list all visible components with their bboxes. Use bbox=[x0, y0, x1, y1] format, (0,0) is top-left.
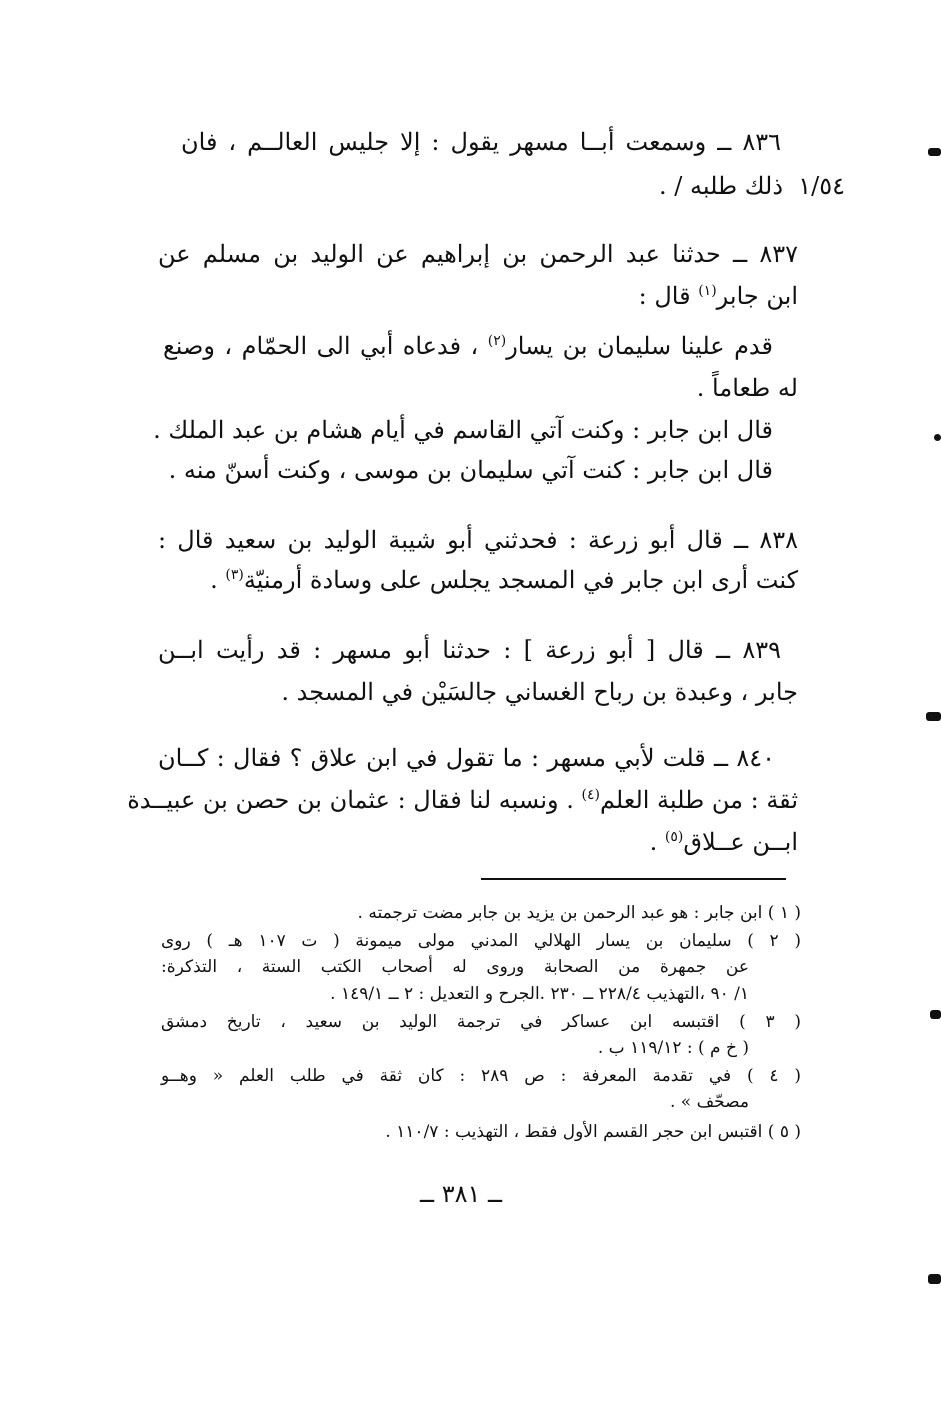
page-number: ــ ٣٨١ ــ bbox=[420, 1180, 503, 1208]
footnote-ref-1: (١) bbox=[698, 283, 717, 299]
text-run: . bbox=[649, 828, 665, 856]
text-run: قال : bbox=[638, 282, 699, 310]
scan-edge-mark bbox=[930, 1010, 941, 1019]
scan-edge-mark bbox=[928, 148, 941, 156]
paragraph-839-line-1: ٨٣٩ ــ قال [ أبو زرعة ] : حدثنا أبو مسهر : قد رأيت ابــن bbox=[158, 636, 781, 664]
paragraph-837-line-4: له طعاماً . bbox=[696, 374, 798, 402]
paragraph-837-line-2 bbox=[639, 282, 798, 310]
footnote-line-4: ١/ ٩٠ ،التهذيب ٢٢٨/٤ ــ ٢٣٠ .الجرح و التعديل : ٢ ــ ١٤٩/١ . bbox=[330, 984, 749, 1004]
paragraph-839-line-2: جابر ، وعبدة بن رباح الغساني جالسَيْن في المسجد . bbox=[281, 678, 798, 706]
paragraph-837-line-1: ٨٣٧ ــ حدثنا عبد الرحمن بن إبراهيم عن الوليد بن مسلم عن bbox=[158, 240, 798, 268]
footnote-ref-2: (٢) bbox=[487, 333, 507, 349]
footnote-ref-3: (٣) bbox=[225, 567, 244, 583]
scan-edge-mark bbox=[928, 1274, 941, 1284]
text-run: ابــن عــلاق bbox=[683, 828, 798, 856]
scan-edge-mark bbox=[926, 712, 941, 721]
margin-folio-note: ١/٥٤ bbox=[798, 172, 845, 200]
paragraph-837-line-3 bbox=[163, 332, 773, 360]
footnote-line-6: ( خ م ) : ١١٩/١٢ ب . bbox=[597, 1038, 749, 1058]
paragraph-838-line-1: ٨٣٨ ــ قال أبو زرعة : فحدثني أبو شيبة الوليد بن سعيد قال : bbox=[158, 526, 798, 554]
text-run: قدم علينا سليمان بن يسار bbox=[506, 332, 774, 360]
paragraph-837-line-5: قال ابن جابر : وكنت آتي القاسم في أيام هشام بن عبد الملك . bbox=[153, 416, 773, 444]
paragraph-840-line-2 bbox=[127, 786, 798, 814]
footnote-separator bbox=[481, 878, 786, 880]
text-run: كنت أرى ابن جابر في المسجد يجلس على وسادة أرمنيّة bbox=[243, 566, 798, 594]
footnote-ref-4: (٤) bbox=[581, 787, 600, 803]
footnote-line-1: ( ١ ) ابن جابر : هو عبد الرحمن بن يزيد بن جابر مضت ترجمته . bbox=[357, 903, 801, 923]
text-run: ، فدعاه أبي الى الحمّام ، وصنع bbox=[163, 332, 488, 360]
text-run: ثقة : من طلبة العلم bbox=[599, 786, 798, 814]
scan-edge-mark bbox=[934, 434, 941, 441]
paragraph-838-line-2 bbox=[210, 566, 798, 594]
footnote-line-3: عن جمهرة من الصحابة وروى له أصحاب الكتب الستة ، التذكرة: bbox=[161, 957, 749, 977]
paragraph-836-line-2: ذلك طلبه / . bbox=[659, 172, 783, 200]
text-run: . ونسبه لنا فقال : عثمان بن حصن بن عبيــدة bbox=[127, 786, 582, 814]
paragraph-837-line-6: قال ابن جابر : كنت آتي سليمان بن موسى ، وكنت أسنّ منه . bbox=[168, 456, 773, 484]
paragraph-836-line-1: ٨٣٦ ــ وسمعت أبــا مسهر يقول : إلا جليس العالــم ، فان bbox=[181, 128, 781, 156]
text-run: . bbox=[210, 566, 226, 594]
footnote-line-8: مصحّف » . bbox=[669, 1092, 749, 1112]
text-run: ابن جابر bbox=[716, 282, 798, 310]
paragraph-840-line-3 bbox=[650, 828, 798, 856]
footnote-ref-5: (٥) bbox=[664, 829, 684, 845]
footnote-line-7: ( ٤ ) في تقدمة المعرفة : ص ٢٨٩ : كان ثقة في طلب العلم « وهــو bbox=[161, 1066, 801, 1086]
footnote-line-2: ( ٢ ) سليمان بن يسار الهلالي المدني مولى ميمونة ( ت ١٠٧ هـ ) روى bbox=[161, 931, 801, 951]
paragraph-840-line-1: ٨٤٠ ــ قلت لأبي مسهر : ما تقول في ابن علاق ؟ فقال : كــان bbox=[158, 744, 775, 772]
footnote-line-5: ( ٣ ) اقتبسه ابن عساكر في ترجمة الوليد بن سعيد ، تاريخ دمشق bbox=[161, 1012, 801, 1032]
footnote-line-9: ( ٥ ) اقتبس ابن حجر القسم الأول فقط ، التهذيب : ١١٠/٧ . bbox=[385, 1122, 801, 1142]
